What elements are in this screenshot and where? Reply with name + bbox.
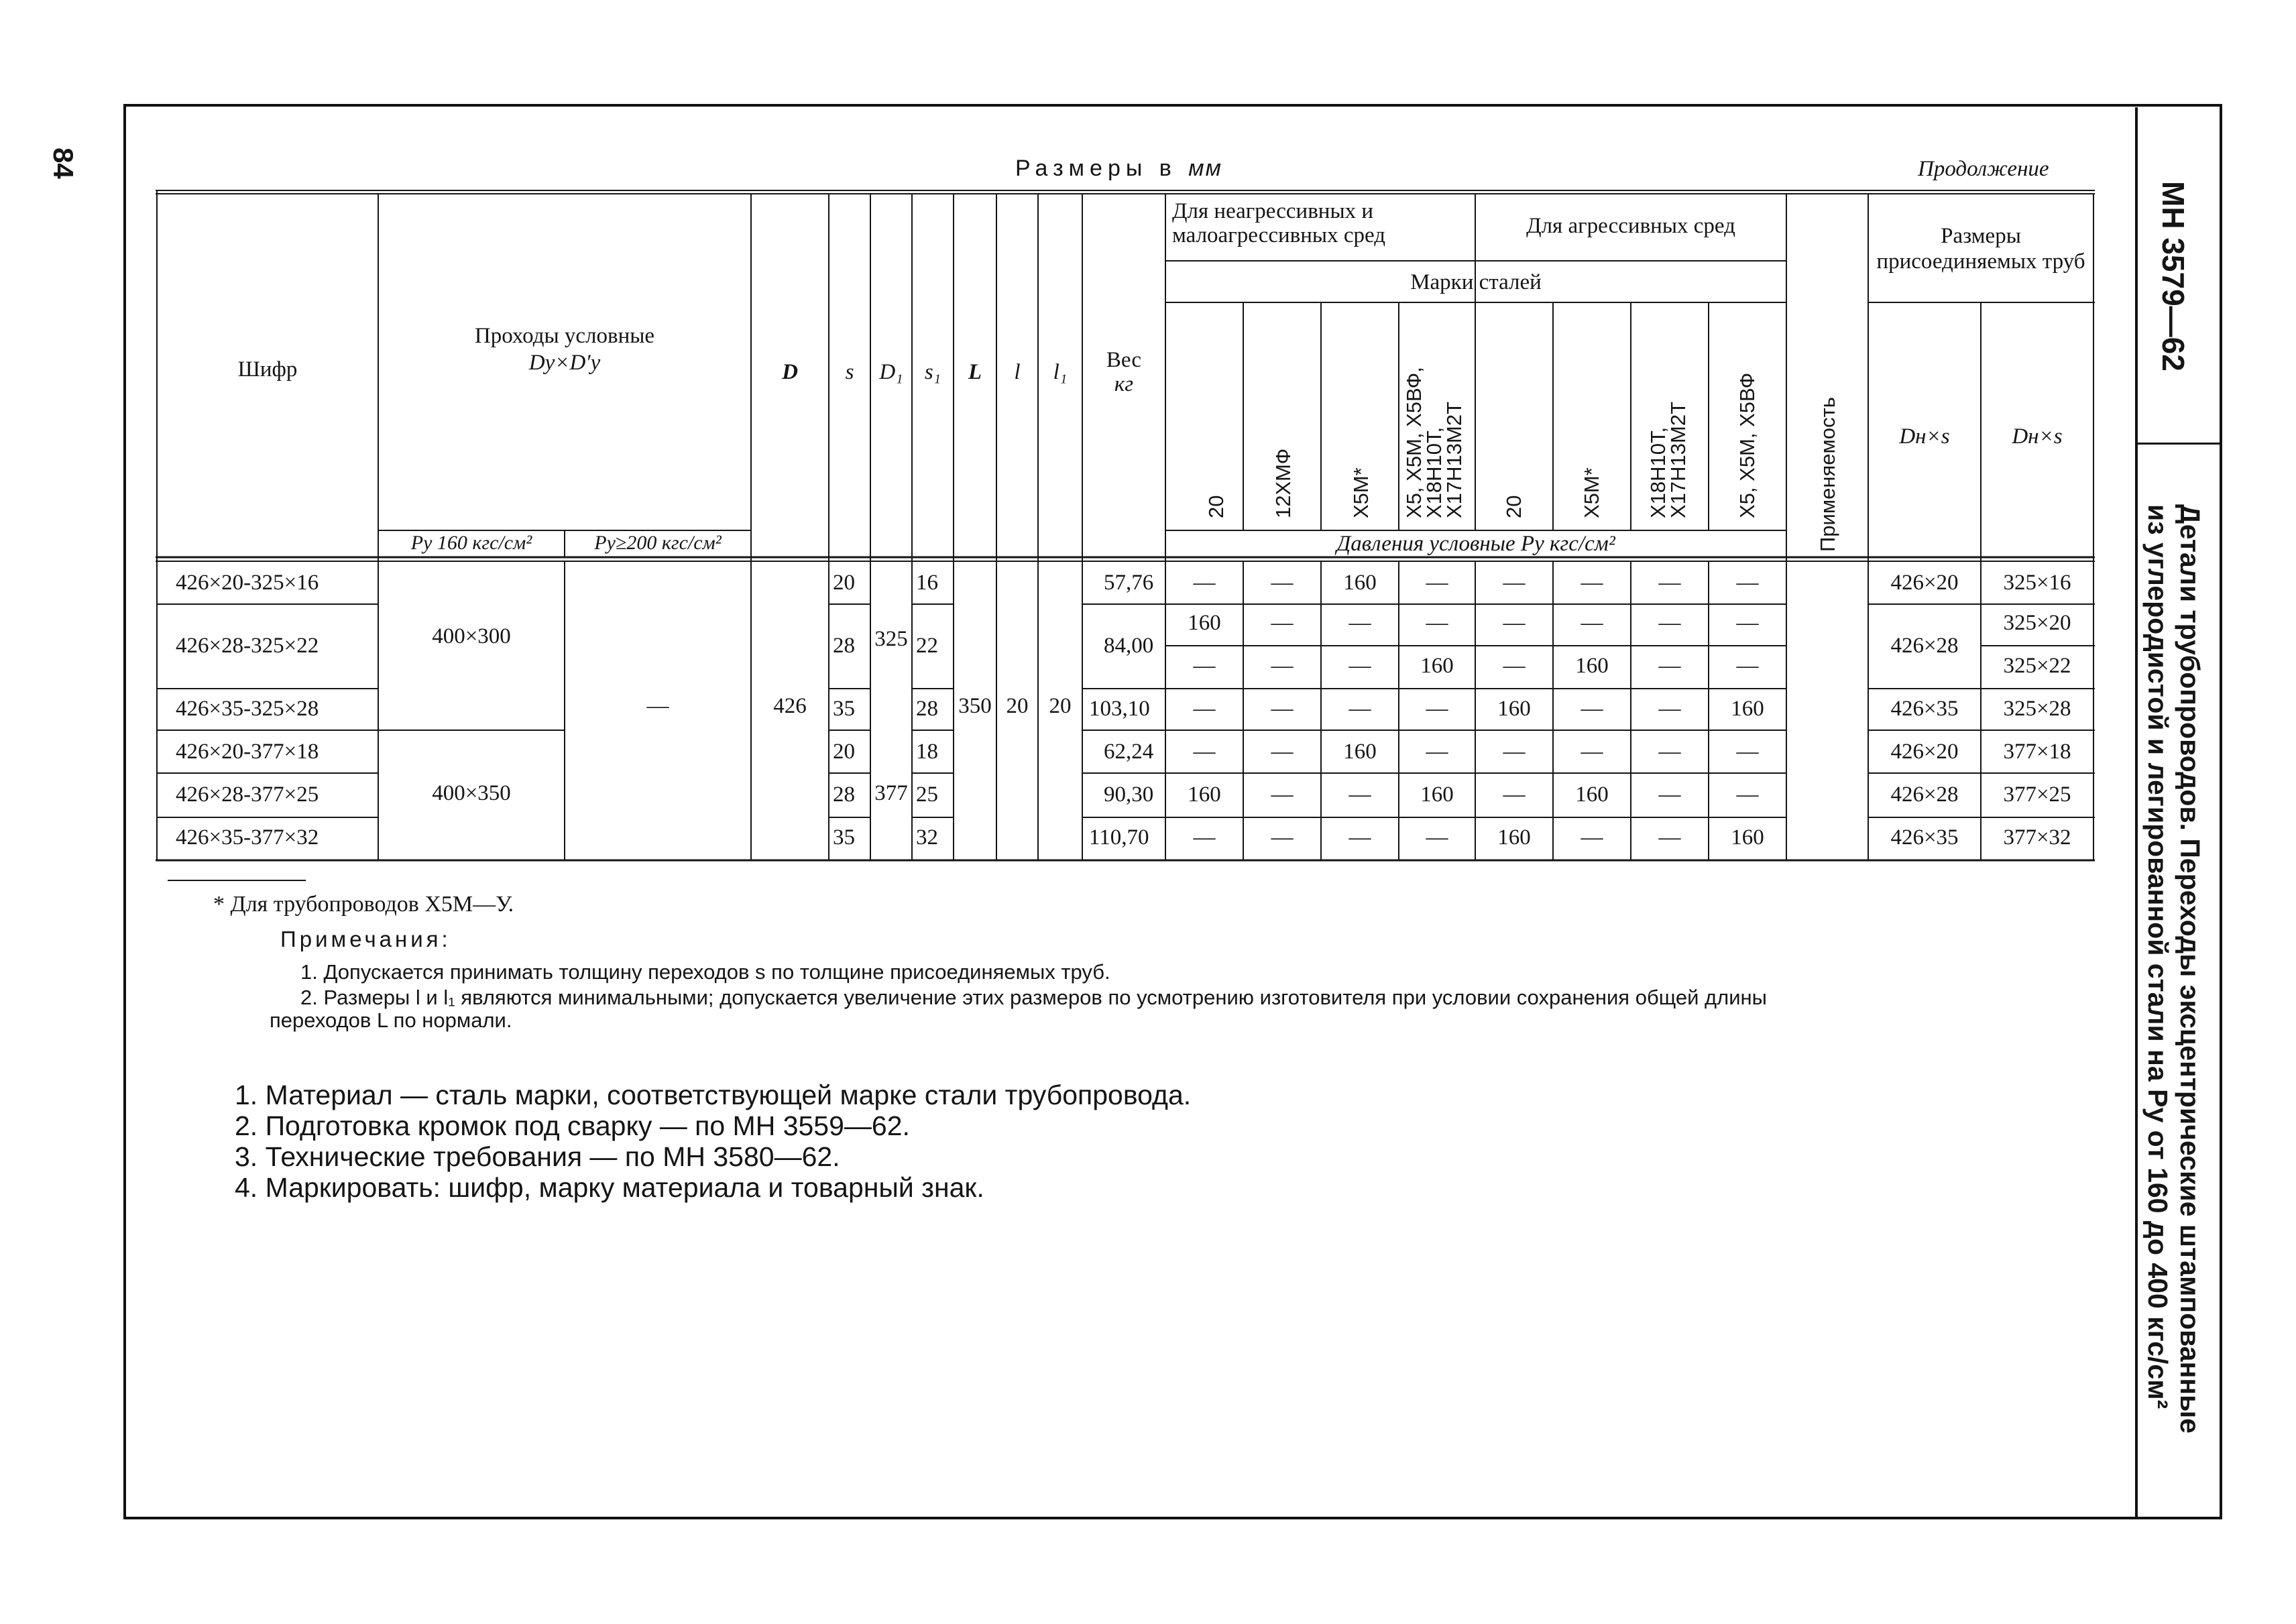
row2-shifr: 426×28-325×22 [176,634,319,658]
document-title-line-1: Детали трубопроводов. Переходы эксцентрические штампованные [2175,504,2205,1434]
row5-s: 28 [833,782,855,807]
requirement-4: 4. Маркировать: шифр, марку материала и товарный знак. [235,1172,984,1203]
row3-p2: — [1271,697,1294,721]
row2b-p5: — [1503,654,1526,678]
row3-ves: 103,10 [1089,697,1150,721]
row6-dn: 426×35 [1890,825,1959,850]
value-D: 426 [773,694,807,718]
row6-p6: — [1581,825,1603,850]
row6-shifr: 426×35-377×32 [176,825,319,850]
row4-p7: — [1658,740,1681,764]
row5-shifr: 426×28-377×25 [176,782,319,807]
row5-p5: — [1503,782,1526,807]
row3-p4: — [1426,697,1448,721]
row4-p8: — [1736,740,1759,764]
row1-p6: — [1581,571,1603,595]
steel-grade-3: Х5М* [1349,467,1373,518]
value-D1-377: 377 [874,781,908,805]
header-s: s [845,360,854,384]
steel-grade-2: 12ХМФ [1271,448,1295,518]
page-number: 84 [48,148,79,179]
row5-p1: 160 [1188,782,1221,807]
row6-p7: — [1658,825,1681,850]
notes-title: Примечания: [280,927,451,951]
requirement-2: 2. Подготовка кромок под сварку — по МН 3559—62. [235,1110,910,1141]
value-l1: 20 [1049,694,1072,718]
header-shifr: Шифр [237,357,298,382]
row2-s: 28 [833,634,855,658]
row6-p4: — [1426,825,1448,850]
row3-p6: — [1581,697,1603,721]
steel-grade-8: Х5, Х5М, Х5ВФ [1735,372,1759,518]
row1-p7: — [1658,571,1681,595]
row1-s: 20 [833,571,855,595]
row4-p6: — [1581,740,1603,764]
row3-p1: — [1193,697,1216,721]
header-L: L [968,360,982,384]
row5-dn: 426×28 [1890,782,1959,807]
row2a-p2: — [1271,611,1294,635]
row1-dns: 325×16 [2003,571,2071,595]
row3-s1: 28 [916,697,938,721]
note-2-continued: переходов L по нормали. [270,1008,512,1032]
row2b-p4: 160 [1420,654,1454,678]
row2-s1: 22 [916,634,938,658]
header-steel-grades: Марки сталей [1410,270,1542,294]
row2b-p6: 160 [1575,654,1609,678]
group-400x300: 400×300 [432,624,511,648]
frame-top-border [123,104,2222,107]
row6-p3: — [1348,825,1371,850]
row1-p1: — [1193,571,1216,595]
steel-grade-7: Х18Н10Т, Х17Н13М2Т [1646,401,1690,518]
row5-s1: 25 [916,782,938,807]
row5-p3: — [1348,782,1371,807]
side-title-divider [2135,107,2138,1517]
row2a-p8: — [1736,611,1759,635]
frame-left-border [123,104,126,1519]
row1-p4: — [1426,571,1448,595]
row4-shifr: 426×20-377×18 [176,740,319,764]
header-dn-s-2: Dн×s [2012,424,2063,449]
row6-p8: 160 [1731,825,1764,850]
row5-p4: 160 [1420,782,1454,807]
row2b-p1: — [1193,654,1216,678]
row6-dns: 377×32 [2003,825,2071,850]
row5-p2: — [1271,782,1294,807]
header-py200: Pу≥200 кгс/см² [594,532,722,554]
row5-p7: — [1658,782,1681,807]
row3-s: 35 [833,697,855,721]
row3-dns: 325×28 [2003,697,2071,721]
row3-dn: 426×35 [1890,697,1959,721]
document-title [2142,504,2206,1434]
row2a-p1: 160 [1188,611,1221,635]
row4-p1: — [1193,740,1216,764]
row2b-p7: — [1658,654,1681,678]
row4-p2: — [1271,740,1294,764]
row2b-p8: — [1736,654,1759,678]
row2b-p3: — [1348,654,1371,678]
row3-shifr: 426×35-325×28 [176,697,319,721]
value-l: 20 [1006,694,1029,718]
row3-p7: — [1658,697,1681,721]
header-D: D [782,360,798,384]
row3-p5: 160 [1497,697,1531,721]
row2a-p5: — [1503,611,1526,635]
dimensions-header [1015,156,1222,182]
row4-p5: — [1503,740,1526,764]
row4-dns: 377×18 [2003,740,2071,764]
row4-s1: 18 [916,740,938,764]
header-s1: s₁ [924,360,941,384]
row1-p2: — [1271,571,1294,595]
frame-bottom-border [123,1517,2222,1519]
steel-grade-5: 20 [1502,495,1526,518]
header-prohody: Проходы условные [474,324,655,348]
row3-p3: — [1348,697,1371,721]
header-py160: Pу 160 кгс/см² [410,532,532,554]
header-pipe-sizes: Размеры присоединяемых труб [1876,224,2085,274]
row6-ves: 110,70 [1089,825,1149,850]
steel-grade-6: Х5М* [1580,467,1603,518]
row1-s1: 16 [916,571,938,595]
header-l: l [1014,360,1021,384]
dimensions-unit: мм [1188,156,1222,181]
document-title-line-2: из углеродистой и легированной стали на Pу от 160 до 400 кгс/см² [2142,504,2173,1409]
row2b-p2: — [1271,654,1294,678]
row5-p8: — [1736,782,1759,807]
row2-dns: 325×20 [2003,611,2071,635]
header-applicability: Применяемость [1816,397,1839,552]
footnote-rule [168,880,306,881]
row1-dn: 426×20 [1890,571,1959,595]
row4-ves: 62,24 [1104,740,1154,764]
row6-s: 35 [833,825,855,850]
header-prohody-symbol: Dу×D′у [528,351,601,375]
row2a-p7: — [1658,611,1681,635]
footnote: * Для трубопроводов Х5М—У. [213,892,514,917]
row4-s: 20 [833,740,855,764]
row5-p6: 160 [1575,782,1609,807]
row4-p3: 160 [1343,740,1377,764]
header-ves-unit: кг [1114,372,1134,396]
continuation-label: Продолжение [1918,157,2049,181]
row2a-p6: — [1581,611,1603,635]
requirement-1: 1. Материал — сталь марки, соответствующей марке стали трубопровода. [235,1080,1192,1110]
requirement-3: 3. Технические требования — по МН 3580—62. [235,1141,840,1172]
row4-p4: — [1426,740,1448,764]
header-pressure: Давления условные Pу кгс/см² [1336,532,1615,556]
row1-ves: 57,76 [1104,571,1154,595]
row2-dns2: 325×22 [2003,654,2071,678]
header-dn-s-1: Dн×s [1899,424,1950,449]
header-nonaggressive: Для неагрессивных и малоагрессивных сред [1172,199,1385,247]
dimensions-table [156,190,2095,862]
row5-ves: 90,30 [1104,782,1154,807]
frame-right-border [2220,104,2222,1519]
row1-p5: — [1503,571,1526,595]
py200-dash: — [646,694,669,718]
header-D1: D₁ [879,360,903,384]
header-aggressive: Для агрессивных сред [1526,214,1735,238]
steel-grade-4: Х5, Х5М, Х5ВФ, Х18Н10Т, Х17Н13М2Т [1402,367,1466,518]
row1-shifr: 426×20-325×16 [176,571,319,595]
standard-code: МН 3579—62 [2156,181,2191,371]
row2-dn: 426×28 [1890,634,1959,658]
row5-dns: 377×25 [2003,782,2071,807]
dimensions-label: Размеры в [1015,156,1177,181]
row1-p8: — [1736,571,1759,595]
row6-p2: — [1271,825,1294,850]
value-L: 350 [958,694,992,718]
row1-p3: 160 [1343,571,1377,595]
note-1: 1. Допускается принимать толщину переходов s по толщине присоединяемых труб. [300,960,1110,984]
row6-s1: 32 [916,825,938,850]
row3-p8: 160 [1731,697,1764,721]
row6-p1: — [1193,825,1216,850]
value-D1-325: 325 [874,627,908,651]
side-title-split [2138,443,2220,445]
row2-ves: 84,00 [1104,634,1154,658]
row4-dn: 426×20 [1890,740,1959,764]
row2a-p3: — [1348,611,1371,635]
header-l1: l₁ [1053,360,1068,384]
note-2: 2. Размеры l и l₁ являются минимальными; допускается увеличение этих размеров по усмотрению изготовителя при условии сохранения общей длины [300,986,1767,1009]
row2a-p4: — [1426,611,1448,635]
group-400x350: 400×350 [432,781,511,805]
steel-grade-1: 20 [1204,495,1228,518]
row6-p5: 160 [1497,825,1531,850]
header-ves: Вес [1106,348,1142,372]
